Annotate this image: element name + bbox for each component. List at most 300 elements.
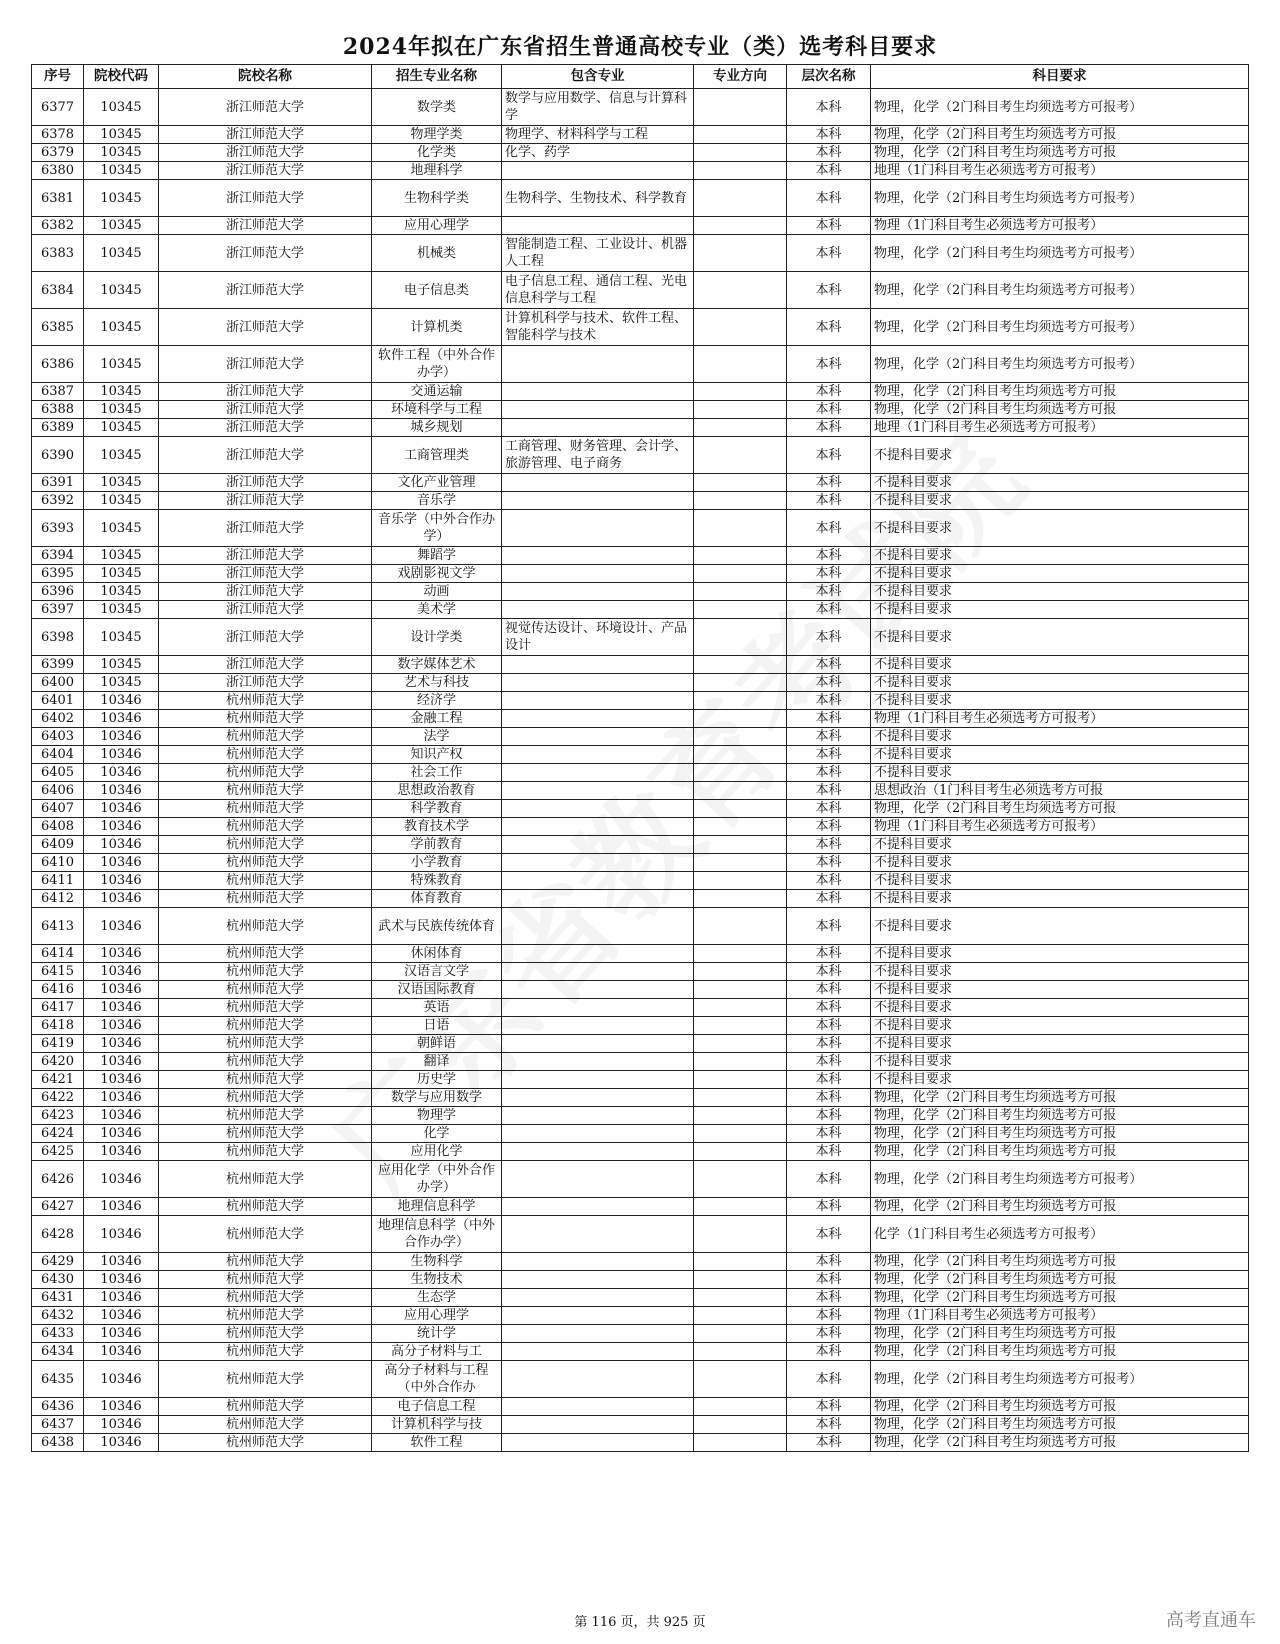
cell-school-code: 10346 [84,710,159,728]
cell-seq: 6392 [32,492,84,510]
cell-level: 本科 [787,1361,871,1398]
table-row [32,836,1249,854]
cell-level: 本科 [787,1343,871,1361]
cell-major-name: 英语 [372,999,502,1017]
cell-school-code: 10345 [84,547,159,565]
table-row [32,272,1249,309]
cell-school-code: 10346 [84,692,159,710]
cell-major-direction [694,309,787,346]
cell-subject-requirement: 物理，化学（2门科目考生均须选考方可报 [871,144,1249,162]
cell-major-direction [694,1125,787,1143]
cell-major-name: 教育技术学 [372,818,502,836]
table-row [32,746,1249,764]
cell-subject-requirement: 不提科目要求 [871,963,1249,981]
cell-seq: 6378 [32,126,84,144]
table-row [32,1416,1249,1434]
cell-school-name: 浙江师范大学 [159,217,372,235]
cell-school-name: 杭州师范大学 [159,854,372,872]
cell-included-majors [502,890,694,908]
cell-school-name: 杭州师范大学 [159,1216,372,1253]
cell-level: 本科 [787,272,871,309]
cell-level: 本科 [787,1271,871,1289]
cell-level: 本科 [787,1416,871,1434]
cell-major-name: 经济学 [372,692,502,710]
table-row [32,401,1249,419]
cell-level: 本科 [787,547,871,565]
table-row [32,710,1249,728]
cell-subject-requirement: 不提科目要求 [871,908,1249,945]
cell-school-name: 浙江师范大学 [159,89,372,126]
cell-subject-requirement: 物理，化学（2门科目考生均须选考方可报考） [871,1161,1249,1198]
cell-school-name: 杭州师范大学 [159,836,372,854]
cell-included-majors [502,217,694,235]
cell-school-code: 10346 [84,1017,159,1035]
cell-school-name: 杭州师范大学 [159,1253,372,1271]
cell-major-name: 软件工程（中外合作办学） [372,346,502,383]
cell-major-name: 化学类 [372,144,502,162]
cell-school-code: 10346 [84,999,159,1017]
cell-included-majors [502,674,694,692]
cell-major-name: 设计学类 [372,619,502,656]
table-row [32,1361,1249,1398]
table-row [32,437,1249,474]
cell-seq: 6381 [32,180,84,217]
table-row [32,800,1249,818]
cell-level: 本科 [787,890,871,908]
cell-major-name: 日语 [372,1017,502,1035]
cell-level: 本科 [787,981,871,999]
cell-major-name: 朝鲜语 [372,1035,502,1053]
cell-seq: 6393 [32,510,84,547]
table-row [32,1434,1249,1452]
cell-major-direction [694,1035,787,1053]
cell-included-majors [502,1071,694,1089]
cell-included-majors [502,1416,694,1434]
table-row [32,583,1249,601]
cell-school-name: 杭州师范大学 [159,1271,372,1289]
cell-level: 本科 [787,1398,871,1416]
cell-seq: 6400 [32,674,84,692]
cell-major-direction [694,1307,787,1325]
cell-level: 本科 [787,601,871,619]
cell-level: 本科 [787,1053,871,1071]
cell-seq: 6416 [32,981,84,999]
cell-major-name: 生物科学 [372,1253,502,1271]
cell-major-name: 应用化学（中外合作办学） [372,1161,502,1198]
cell-school-code: 10345 [84,235,159,272]
table-row [32,1289,1249,1307]
cell-major-name: 金融工程 [372,710,502,728]
cell-subject-requirement: 不提科目要求 [871,1017,1249,1035]
cell-major-direction [694,999,787,1017]
cell-included-majors [502,1361,694,1398]
cell-major-direction [694,1017,787,1035]
header-included-majors: 包含专业 [502,65,694,89]
cell-subject-requirement: 物理，化学（2门科目考生均须选考方可报考） [871,272,1249,309]
cell-level: 本科 [787,144,871,162]
cell-included-majors: 物理学、材料科学与工程 [502,126,694,144]
cell-major-direction [694,180,787,217]
cell-school-code: 10346 [84,1325,159,1343]
cell-seq: 6395 [32,565,84,583]
cell-school-code: 10346 [84,1198,159,1216]
cell-included-majors [502,583,694,601]
cell-level: 本科 [787,437,871,474]
cell-major-name: 社会工作 [372,764,502,782]
cell-seq: 6421 [32,1071,84,1089]
cell-major-direction [694,872,787,890]
cell-major-name: 电子信息工程 [372,1398,502,1416]
cell-school-code: 10346 [84,836,159,854]
cell-school-name: 浙江师范大学 [159,346,372,383]
table-row [32,1161,1249,1198]
cell-major-name: 动画 [372,583,502,601]
cell-major-direction [694,746,787,764]
cell-subject-requirement: 不提科目要求 [871,583,1249,601]
cell-school-code: 10345 [84,565,159,583]
cell-subject-requirement: 物理，化学（2门科目考生均须选考方可报考） [871,89,1249,126]
cell-included-majors [502,1035,694,1053]
cell-school-name: 浙江师范大学 [159,547,372,565]
cell-major-name: 电子信息类 [372,272,502,309]
cell-major-direction [694,1434,787,1452]
table-row [32,1325,1249,1343]
cell-major-direction [694,800,787,818]
cell-major-direction [694,1289,787,1307]
header-seq: 序号 [32,65,84,89]
cell-school-code: 10346 [84,1125,159,1143]
cell-level: 本科 [787,764,871,782]
page-title: 2024年拟在广东省招生普通高校专业（类）选考科目要求 [342,34,938,60]
cell-seq: 6407 [32,800,84,818]
table-row [32,235,1249,272]
cell-included-majors [502,908,694,945]
cell-level: 本科 [787,872,871,890]
cell-school-name: 浙江师范大学 [159,162,372,180]
table-row [32,999,1249,1017]
cell-subject-requirement: 物理（1门科目考生必须选考方可报考） [871,217,1249,235]
cell-subject-requirement: 不提科目要求 [871,565,1249,583]
header-subject-requirement: 科目要求 [871,65,1249,89]
cell-seq: 6436 [32,1398,84,1416]
cell-major-name: 文化产业管理 [372,474,502,492]
cell-school-name: 杭州师范大学 [159,1416,372,1434]
cell-major-direction [694,1071,787,1089]
table-row [32,565,1249,583]
cell-seq: 6383 [32,235,84,272]
cell-school-name: 浙江师范大学 [159,583,372,601]
cell-major-direction [694,782,787,800]
header-major-direction: 专业方向 [694,65,787,89]
table-row [32,126,1249,144]
cell-school-name: 杭州师范大学 [159,963,372,981]
cell-subject-requirement: 地理（1门科目考生必须选考方可报考） [871,162,1249,180]
cell-school-code: 10346 [84,800,159,818]
cell-seq: 6424 [32,1125,84,1143]
cell-school-name: 杭州师范大学 [159,1143,372,1161]
cell-level: 本科 [787,1143,871,1161]
cell-major-direction [694,945,787,963]
cell-subject-requirement: 物理，化学（2门科目考生均须选考方可报 [871,1434,1249,1452]
cell-seq: 6430 [32,1271,84,1289]
cell-major-name: 生物技术 [372,1271,502,1289]
cell-included-majors [502,1089,694,1107]
cell-school-code: 10345 [84,180,159,217]
cell-school-name: 浙江师范大学 [159,309,372,346]
cell-school-name: 杭州师范大学 [159,1071,372,1089]
cell-major-direction [694,1325,787,1343]
cell-seq: 6428 [32,1216,84,1253]
cell-level: 本科 [787,383,871,401]
cell-level: 本科 [787,235,871,272]
cell-major-name: 生物科学类 [372,180,502,217]
cell-school-code: 10345 [84,144,159,162]
cell-included-majors [502,510,694,547]
cell-seq: 6399 [32,656,84,674]
cell-subject-requirement: 不提科目要求 [871,890,1249,908]
table-row [32,692,1249,710]
cell-major-name: 地理信息科学 [372,1198,502,1216]
cell-subject-requirement: 思想政治（1门科目考生必须选考方可报 [871,782,1249,800]
cell-seq: 6410 [32,854,84,872]
cell-subject-requirement: 不提科目要求 [871,728,1249,746]
cell-school-name: 浙江师范大学 [159,437,372,474]
cell-major-direction [694,1271,787,1289]
cell-seq: 6413 [32,908,84,945]
cell-school-code: 10345 [84,217,159,235]
cell-major-direction [694,1053,787,1071]
cell-included-majors [502,764,694,782]
cell-included-majors: 生物科学、生物技术、科学教育 [502,180,694,217]
cell-level: 本科 [787,1035,871,1053]
cell-seq: 6405 [32,764,84,782]
cell-school-name: 杭州师范大学 [159,981,372,999]
cell-seq: 6382 [32,217,84,235]
cell-included-majors [502,981,694,999]
cell-school-code: 10346 [84,728,159,746]
cell-included-majors [502,1398,694,1416]
cell-major-name: 休闲体育 [372,945,502,963]
table-row [32,346,1249,383]
cell-school-name: 杭州师范大学 [159,1307,372,1325]
cell-level: 本科 [787,1434,871,1452]
cell-subject-requirement: 不提科目要求 [871,746,1249,764]
cell-seq: 6433 [32,1325,84,1343]
table-row [32,963,1249,981]
cell-school-name: 杭州师范大学 [159,782,372,800]
cell-school-name: 浙江师范大学 [159,619,372,656]
cell-school-name: 浙江师范大学 [159,126,372,144]
cell-major-name: 艺术与科技 [372,674,502,692]
cell-included-majors [502,1289,694,1307]
cell-school-code: 10345 [84,510,159,547]
cell-included-majors [502,1161,694,1198]
cell-included-majors [502,1434,694,1452]
cell-seq: 6401 [32,692,84,710]
cell-major-name: 交通运输 [372,383,502,401]
cell-school-name: 杭州师范大学 [159,1198,372,1216]
cell-subject-requirement: 物理，化学（2门科目考生均须选考方可报 [871,1143,1249,1161]
cell-seq: 6394 [32,547,84,565]
cell-school-name: 杭州师范大学 [159,1053,372,1071]
cell-school-code: 10345 [84,492,159,510]
cell-seq: 6387 [32,383,84,401]
cell-included-majors [502,565,694,583]
cell-school-name: 杭州师范大学 [159,692,372,710]
header-school-name: 院校名称 [159,65,372,89]
cell-included-majors [502,401,694,419]
cell-subject-requirement: 不提科目要求 [871,474,1249,492]
cell-school-name: 浙江师范大学 [159,656,372,674]
cell-subject-requirement: 物理，化学（2门科目考生均须选考方可报考） [871,346,1249,383]
cell-major-direction [694,474,787,492]
cell-school-name: 杭州师范大学 [159,1107,372,1125]
cell-level: 本科 [787,746,871,764]
cell-subject-requirement: 物理，化学（2门科目考生均须选考方可报 [871,401,1249,419]
cell-level: 本科 [787,583,871,601]
cell-school-name: 浙江师范大学 [159,419,372,437]
cell-included-majors [502,474,694,492]
cell-major-name: 特殊教育 [372,872,502,890]
cell-major-direction [694,383,787,401]
cell-school-code: 10346 [84,746,159,764]
cell-major-direction [694,836,787,854]
cell-school-name: 杭州师范大学 [159,1434,372,1452]
cell-school-name: 浙江师范大学 [159,492,372,510]
cell-school-name: 浙江师范大学 [159,144,372,162]
cell-seq: 6385 [32,309,84,346]
cell-level: 本科 [787,782,871,800]
cell-major-name: 应用心理学 [372,217,502,235]
cell-seq: 6388 [32,401,84,419]
cell-major-direction [694,126,787,144]
cell-seq: 6403 [32,728,84,746]
cell-major-direction [694,144,787,162]
cell-included-majors [502,346,694,383]
cell-included-majors [502,728,694,746]
cell-level: 本科 [787,1089,871,1107]
cell-school-code: 10345 [84,162,159,180]
cell-level: 本科 [787,474,871,492]
cell-level: 本科 [787,1253,871,1271]
cell-included-majors [502,746,694,764]
cell-major-direction [694,235,787,272]
cell-school-name: 浙江师范大学 [159,383,372,401]
cell-major-name: 戏剧影视文学 [372,565,502,583]
table-row [32,1071,1249,1089]
cell-seq: 6425 [32,1143,84,1161]
cell-seq: 6435 [32,1361,84,1398]
cell-level: 本科 [787,656,871,674]
table-row [32,1307,1249,1325]
table-row [32,1271,1249,1289]
cell-seq: 6384 [32,272,84,309]
cell-subject-requirement: 不提科目要求 [871,492,1249,510]
table-row [32,474,1249,492]
cell-major-name: 化学 [372,1125,502,1143]
table-row [32,89,1249,126]
cell-subject-requirement: 物理，化学（2门科目考生均须选考方可报 [871,1107,1249,1125]
cell-school-name: 杭州师范大学 [159,1161,372,1198]
cell-seq: 6415 [32,963,84,981]
cell-major-direction [694,419,787,437]
cell-major-name: 音乐学（中外合作办学） [372,510,502,547]
cell-seq: 6409 [32,836,84,854]
cell-school-code: 10346 [84,1161,159,1198]
cell-level: 本科 [787,1198,871,1216]
cell-major-direction [694,710,787,728]
cell-school-code: 10345 [84,583,159,601]
cell-level: 本科 [787,854,871,872]
cell-major-name: 汉语言文学 [372,963,502,981]
cell-major-direction [694,656,787,674]
cell-seq: 6398 [32,619,84,656]
table-row [32,945,1249,963]
cell-seq: 6396 [32,583,84,601]
header-level: 层次名称 [787,65,871,89]
table-row [32,619,1249,656]
corner-watermark: 高考直通车 [1166,1610,1256,1631]
table-row [32,1053,1249,1071]
cell-school-name: 浙江师范大学 [159,272,372,309]
table-row [32,1089,1249,1107]
cell-school-code: 10346 [84,945,159,963]
cell-seq: 6434 [32,1343,84,1361]
table-row [32,1143,1249,1161]
cell-school-name: 杭州师范大学 [159,818,372,836]
cell-major-name: 物理学 [372,1107,502,1125]
cell-major-name: 数字媒体艺术 [372,656,502,674]
cell-level: 本科 [787,419,871,437]
cell-school-code: 10346 [84,872,159,890]
cell-major-name: 高分子材料与工 [372,1343,502,1361]
cell-included-majors [502,492,694,510]
cell-subject-requirement: 物理，化学（2门科目考生均须选考方可报 [871,1343,1249,1361]
cell-school-code: 10345 [84,346,159,383]
cell-major-name: 地理信息科学（中外合作办学） [372,1216,502,1253]
cell-seq: 6437 [32,1416,84,1434]
cell-included-majors [502,945,694,963]
page-footer: 第 116 页，共 925 页 [574,1615,706,1630]
table-header-row [32,65,1249,89]
cell-school-code: 10346 [84,1089,159,1107]
cell-level: 本科 [787,728,871,746]
table-row [32,656,1249,674]
cell-school-code: 10346 [84,818,159,836]
cell-subject-requirement: 不提科目要求 [871,510,1249,547]
cell-subject-requirement: 不提科目要求 [871,656,1249,674]
cell-subject-requirement: 不提科目要求 [871,437,1249,474]
cell-major-direction [694,217,787,235]
table-row [32,1398,1249,1416]
cell-level: 本科 [787,510,871,547]
table-row [32,1107,1249,1125]
table-row [32,981,1249,999]
cell-major-name: 思想政治教育 [372,782,502,800]
cell-seq: 6422 [32,1089,84,1107]
cell-school-code: 10346 [84,1307,159,1325]
cell-subject-requirement: 物理，化学（2门科目考生均须选考方可报考） [871,1361,1249,1398]
cell-seq: 6438 [32,1434,84,1452]
cell-subject-requirement: 不提科目要求 [871,836,1249,854]
cell-major-direction [694,1107,787,1125]
cell-subject-requirement: 不提科目要求 [871,1035,1249,1053]
cell-level: 本科 [787,1161,871,1198]
cell-included-majors [502,1271,694,1289]
table-row [32,180,1249,217]
cell-included-majors [502,1017,694,1035]
cell-major-name: 计算机科学与技 [372,1416,502,1434]
